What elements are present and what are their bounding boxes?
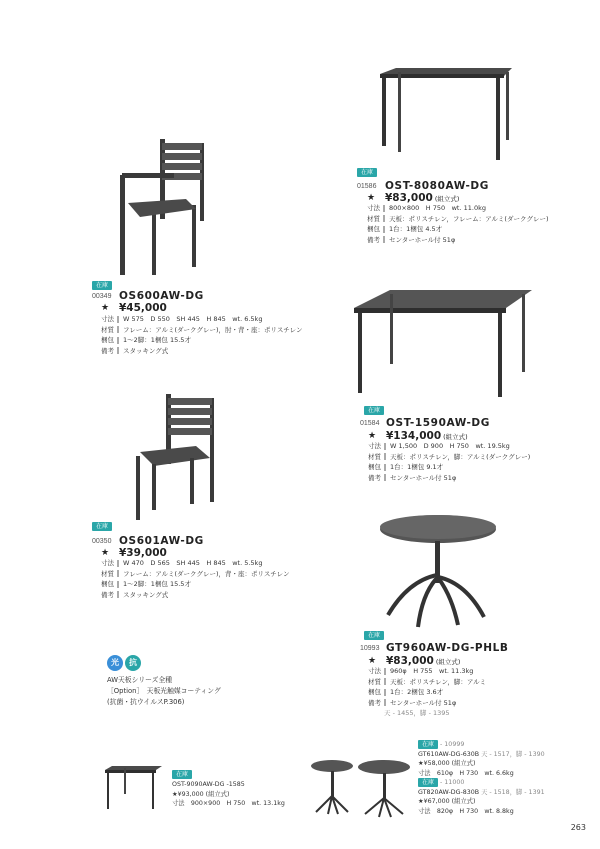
note-value: センターホール付 51φ	[390, 473, 457, 482]
product-price: ¥134,000 (組立式)	[386, 430, 468, 442]
small-round-table-2-image	[357, 760, 412, 818]
rect-table-image	[350, 290, 535, 400]
product-code: 00349	[92, 293, 112, 300]
star-mark: ★	[368, 431, 377, 441]
product-price: ★¥93,000 (組立式)	[172, 790, 230, 798]
product-name: OST-1590AW-DG	[386, 417, 490, 429]
note-value: センターホール付 51φ	[389, 235, 456, 244]
material-value: 天板：ポリスチレン，脚：アルミ	[390, 677, 487, 686]
product-price: ¥83,000 (組立式)	[386, 655, 461, 667]
size-value: 寸法 820φ H 730 wt. 8.8kg	[418, 807, 514, 815]
product-code: - 11000	[440, 779, 465, 786]
product-name: OS601AW-DG	[119, 535, 204, 547]
stock-badge: 在庫	[364, 631, 384, 640]
material-value: 天板：ポリスチレン，フレーム：アルミ(ダークグレー)	[389, 214, 549, 223]
spec-table	[367, 203, 548, 245]
product-code: 00350	[92, 538, 112, 545]
star-mark: ★	[367, 193, 376, 203]
stock-badge: 在庫	[418, 740, 438, 749]
small-product-spec	[418, 778, 545, 816]
small-product-spec	[172, 780, 285, 809]
pack-value: 1台：1梱包 4.5才	[389, 225, 443, 233]
pack-label: 梱包	[368, 463, 381, 471]
small-product-spec	[418, 740, 545, 778]
material-label: 材質	[368, 677, 381, 686]
note-value: センターホール付 51φ	[390, 698, 457, 707]
size-value: 800×800 H 750 wt. 11.0kg	[389, 204, 486, 212]
material-label: 材質	[367, 214, 380, 223]
product-name: OST-8080AW-DG	[385, 180, 489, 192]
side-chair-image	[130, 392, 225, 522]
size-label: 寸法	[368, 667, 381, 675]
note-value: スタッキング式	[123, 590, 169, 599]
product-price: ¥45,000	[119, 302, 167, 314]
star-mark: ★	[368, 656, 377, 666]
note-label: 備考	[368, 473, 381, 482]
size-value: 960φ H 755 wt. 11.3kg	[390, 667, 474, 675]
aw-title: AW天板シリーズ全種	[107, 676, 173, 684]
spec-table	[101, 558, 290, 600]
pack-value: 1～2脚：1梱包 15.5才	[123, 336, 191, 344]
note-value: スタッキング式	[123, 346, 169, 355]
stock-badge: 在庫	[418, 778, 438, 787]
star-mark: ★	[101, 548, 110, 558]
small-round-table-1-image	[310, 760, 355, 815]
armchair-image	[118, 135, 208, 280]
product-code: 10993	[360, 645, 380, 652]
size-value: 寸法 610φ H 730 wt. 6.6kg	[418, 769, 514, 777]
size-value: W 470 D 565 SH 445 H 845 wt. 5.5kg	[123, 559, 263, 567]
product-name: GT610AW-DG-630B	[418, 750, 480, 758]
note-label: 備考	[368, 698, 381, 707]
material-label: 材質	[368, 452, 381, 461]
material-value: フレーム：アルミ(ダークグレー)，肘・背・座：ポリスチレン	[123, 325, 303, 334]
size-value: W 575 D 550 SH 445 H 845 wt. 6.5kg	[123, 315, 263, 323]
material-value: フレーム：アルミ(ダークグレー)，背・座：ポリスチレン	[123, 569, 290, 578]
note-label: 備考	[101, 346, 114, 355]
size-value: 寸法 900×900 H 750 wt. 13.1kg	[172, 800, 285, 807]
pack-value: 1台：2梱包 3.6才	[390, 688, 444, 696]
product-code: - 10999	[440, 741, 465, 748]
square-table-image	[378, 68, 513, 163]
product-price: ¥83,000 (組立式)	[385, 192, 460, 204]
pack-label: 梱包	[101, 336, 114, 344]
stock-badge: 在庫	[364, 406, 384, 415]
pack-label: 梱包	[101, 580, 114, 588]
antibacterial-icon: 抗	[125, 655, 141, 671]
product-code: 01584	[360, 420, 380, 427]
aw-option: ［Option］ 天板光触媒コーティング	[107, 687, 221, 695]
note-label: 備考	[101, 590, 114, 599]
product-code: OST-9090AW-DG -1585	[172, 781, 245, 788]
page-number: 263	[570, 823, 586, 832]
product-name: GT820AW-DG-830B	[418, 788, 480, 796]
aw-info	[107, 675, 221, 708]
aw-ref: (抗菌・抗ウイルスP.306)	[107, 698, 185, 706]
stock-badge: 在庫	[357, 168, 377, 177]
stock-badge: 在庫	[172, 770, 192, 779]
product-name: OS600AW-DG	[119, 290, 204, 302]
size-label: 寸法	[367, 204, 380, 212]
product-price: ★¥58,000 (組立式)	[418, 760, 476, 767]
star-mark: ★	[101, 303, 110, 313]
pack-label: 梱包	[368, 688, 381, 696]
small-square-table-image	[104, 766, 164, 811]
parts-codes: 天 - 1518，脚 - 1391	[481, 788, 545, 796]
product-name: GT960AW-DG-PHLB	[386, 642, 509, 654]
size-value: W 1,500 D 900 H 750 wt. 19.5kg	[390, 442, 510, 450]
material-label: 材質	[101, 325, 114, 334]
stock-badge: 在庫	[92, 522, 112, 531]
size-label: 寸法	[368, 442, 381, 450]
stock-badge: 在庫	[92, 281, 112, 290]
product-price: ¥39,000	[119, 547, 167, 559]
pack-value: 1台：1梱包 9.1才	[390, 463, 444, 471]
note-label: 備考	[367, 235, 380, 244]
material-label: 材質	[101, 569, 114, 578]
photocatalyst-icon: 光	[107, 655, 123, 671]
spec-table	[368, 666, 486, 719]
pack-value: 1～2脚：1梱包 15.5才	[123, 580, 191, 588]
material-value: 天板：ポリスチレン，脚：アルミ(ダークグレー)	[390, 452, 531, 461]
pack-label: 梱包	[367, 225, 380, 233]
product-code: 01586	[357, 183, 377, 190]
spec-table	[368, 441, 530, 483]
parts-codes: 天 - 1517，脚 - 1390	[481, 750, 545, 758]
size-label: 寸法	[101, 559, 114, 567]
spec-table	[101, 314, 303, 356]
parts-codes: 天 - 1455，脚 - 1395	[384, 709, 450, 717]
round-table-image	[378, 515, 498, 630]
product-price: ★¥67,000 (組立式)	[418, 798, 476, 805]
size-label: 寸法	[101, 315, 114, 323]
